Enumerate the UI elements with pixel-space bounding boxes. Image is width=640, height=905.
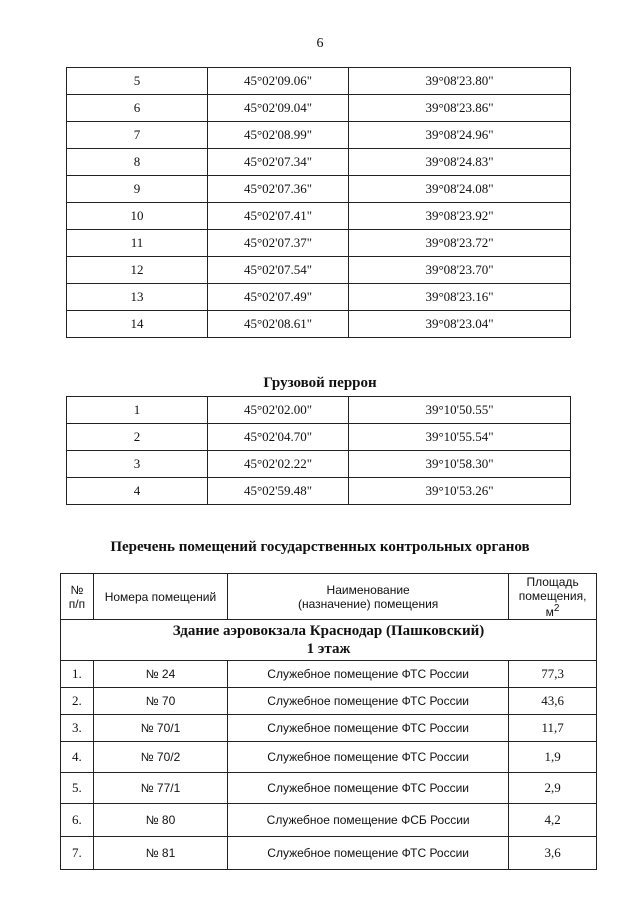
room-row bbox=[61, 773, 597, 804]
room-row bbox=[61, 715, 597, 742]
header-room-numbers: Номера помещений bbox=[93, 574, 227, 620]
room-index: 5. bbox=[61, 773, 94, 804]
cargo-apron-heading: Грузовой перрон bbox=[263, 375, 377, 391]
point-number: 1 bbox=[67, 397, 208, 424]
room-row bbox=[61, 804, 597, 837]
longitude: 39°08'23.92" bbox=[349, 203, 571, 230]
coordinate-row bbox=[67, 149, 571, 176]
room-number: № 70 bbox=[93, 688, 227, 715]
point-number: 2 bbox=[67, 424, 208, 451]
point-number: 8 bbox=[67, 149, 208, 176]
header-room-purpose: Наименование (назначение) помещения bbox=[228, 574, 509, 620]
coordinates-table-cargo-apron bbox=[66, 396, 571, 505]
longitude: 39°10'53.26" bbox=[349, 478, 571, 505]
coordinate-row bbox=[67, 257, 571, 284]
coordinate-row bbox=[67, 68, 571, 95]
longitude: 39°10'50.55" bbox=[349, 397, 571, 424]
longitude: 39°08'23.04" bbox=[349, 311, 571, 338]
coordinate-row bbox=[67, 122, 571, 149]
section-title: Здание аэровокзала Краснодар (Пашковский) 1 этаж bbox=[61, 620, 597, 661]
point-number: 13 bbox=[67, 284, 208, 311]
coordinate-row bbox=[67, 95, 571, 122]
latitude: 45°02'09.06" bbox=[208, 68, 349, 95]
room-number: № 70/2 bbox=[93, 742, 227, 773]
coordinates-table-apron bbox=[66, 67, 571, 338]
latitude: 45°02'07.54" bbox=[208, 257, 349, 284]
latitude: 45°02'07.34" bbox=[208, 149, 349, 176]
room-number: № 24 bbox=[93, 661, 227, 688]
point-number: 3 bbox=[67, 451, 208, 478]
point-number: 7 bbox=[67, 122, 208, 149]
rooms-list-heading: Перечень помещений государственных контрольных органов bbox=[110, 539, 530, 555]
latitude: 45°02'59.48" bbox=[208, 478, 349, 505]
latitude: 45°02'07.37" bbox=[208, 230, 349, 257]
room-purpose: Служебное помещение ФСБ России bbox=[228, 804, 509, 837]
coordinate-row bbox=[67, 284, 571, 311]
point-number: 4 bbox=[67, 478, 208, 505]
coordinate-row bbox=[67, 478, 571, 505]
room-area: 2,9 bbox=[509, 773, 597, 804]
room-area: 43,6 bbox=[509, 688, 597, 715]
longitude: 39°08'23.70" bbox=[349, 257, 571, 284]
rooms-table bbox=[60, 573, 597, 870]
room-number: № 81 bbox=[93, 837, 227, 870]
longitude: 39°08'24.08" bbox=[349, 176, 571, 203]
room-area: 3,6 bbox=[509, 837, 597, 870]
room-row bbox=[61, 688, 597, 715]
longitude: 39°08'23.72" bbox=[349, 230, 571, 257]
coordinate-row bbox=[67, 230, 571, 257]
room-area: 1,9 bbox=[509, 742, 597, 773]
room-purpose: Служебное помещение ФТС России bbox=[228, 715, 509, 742]
latitude: 45°02'07.36" bbox=[208, 176, 349, 203]
room-purpose: Служебное помещение ФТС России bbox=[228, 773, 509, 804]
coordinate-row bbox=[67, 311, 571, 338]
room-index: 1. bbox=[61, 661, 94, 688]
point-number: 12 bbox=[67, 257, 208, 284]
coordinate-row bbox=[67, 424, 571, 451]
header-number: № п/п bbox=[61, 574, 94, 620]
longitude: 39°08'23.80" bbox=[349, 68, 571, 95]
room-area: 4,2 bbox=[509, 804, 597, 837]
room-index: 3. bbox=[61, 715, 94, 742]
point-number: 6 bbox=[67, 95, 208, 122]
room-row bbox=[61, 742, 597, 773]
point-number: 5 bbox=[67, 68, 208, 95]
longitude: 39°10'55.54" bbox=[349, 424, 571, 451]
latitude: 45°02'07.49" bbox=[208, 284, 349, 311]
point-number: 10 bbox=[67, 203, 208, 230]
room-index: 4. bbox=[61, 742, 94, 773]
room-index: 2. bbox=[61, 688, 94, 715]
room-index: 7. bbox=[61, 837, 94, 870]
longitude: 39°10'58.30" bbox=[349, 451, 571, 478]
longitude: 39°08'23.86" bbox=[349, 95, 571, 122]
latitude: 45°02'02.22" bbox=[208, 451, 349, 478]
latitude: 45°02'08.61" bbox=[208, 311, 349, 338]
room-index: 6. bbox=[61, 804, 94, 837]
coordinate-row bbox=[67, 451, 571, 478]
latitude: 45°02'09.04" bbox=[208, 95, 349, 122]
room-purpose: Служебное помещение ФТС России bbox=[228, 742, 509, 773]
room-row bbox=[61, 661, 597, 688]
room-number: № 70/1 bbox=[93, 715, 227, 742]
latitude: 45°02'04.70" bbox=[208, 424, 349, 451]
room-number: № 77/1 bbox=[93, 773, 227, 804]
header-room-area: Площадь помещения, $м^2$ bbox=[509, 574, 597, 620]
point-number: 14 bbox=[67, 311, 208, 338]
point-number: 11 bbox=[67, 230, 208, 257]
latitude: 45°02'08.99" bbox=[208, 122, 349, 149]
coordinate-row bbox=[67, 397, 571, 424]
room-area: 11,7 bbox=[509, 715, 597, 742]
coordinate-row bbox=[67, 203, 571, 230]
latitude: 45°02'07.41" bbox=[208, 203, 349, 230]
point-number: 9 bbox=[67, 176, 208, 203]
room-area: 77,3 bbox=[509, 661, 597, 688]
longitude: 39°08'24.83" bbox=[349, 149, 571, 176]
coordinate-row bbox=[67, 176, 571, 203]
rooms-table-header-row bbox=[61, 574, 597, 620]
room-purpose: Служебное помещение ФТС России bbox=[228, 688, 509, 715]
section-row bbox=[61, 620, 597, 661]
room-number: № 80 bbox=[93, 804, 227, 837]
room-purpose: Служебное помещение ФТС России bbox=[228, 837, 509, 870]
latitude: 45°02'02.00" bbox=[208, 397, 349, 424]
longitude: 39°08'24.96" bbox=[349, 122, 571, 149]
page-number: 6 bbox=[316, 36, 324, 51]
room-row bbox=[61, 837, 597, 870]
longitude: 39°08'23.16" bbox=[349, 284, 571, 311]
room-purpose: Служебное помещение ФТС России bbox=[228, 661, 509, 688]
